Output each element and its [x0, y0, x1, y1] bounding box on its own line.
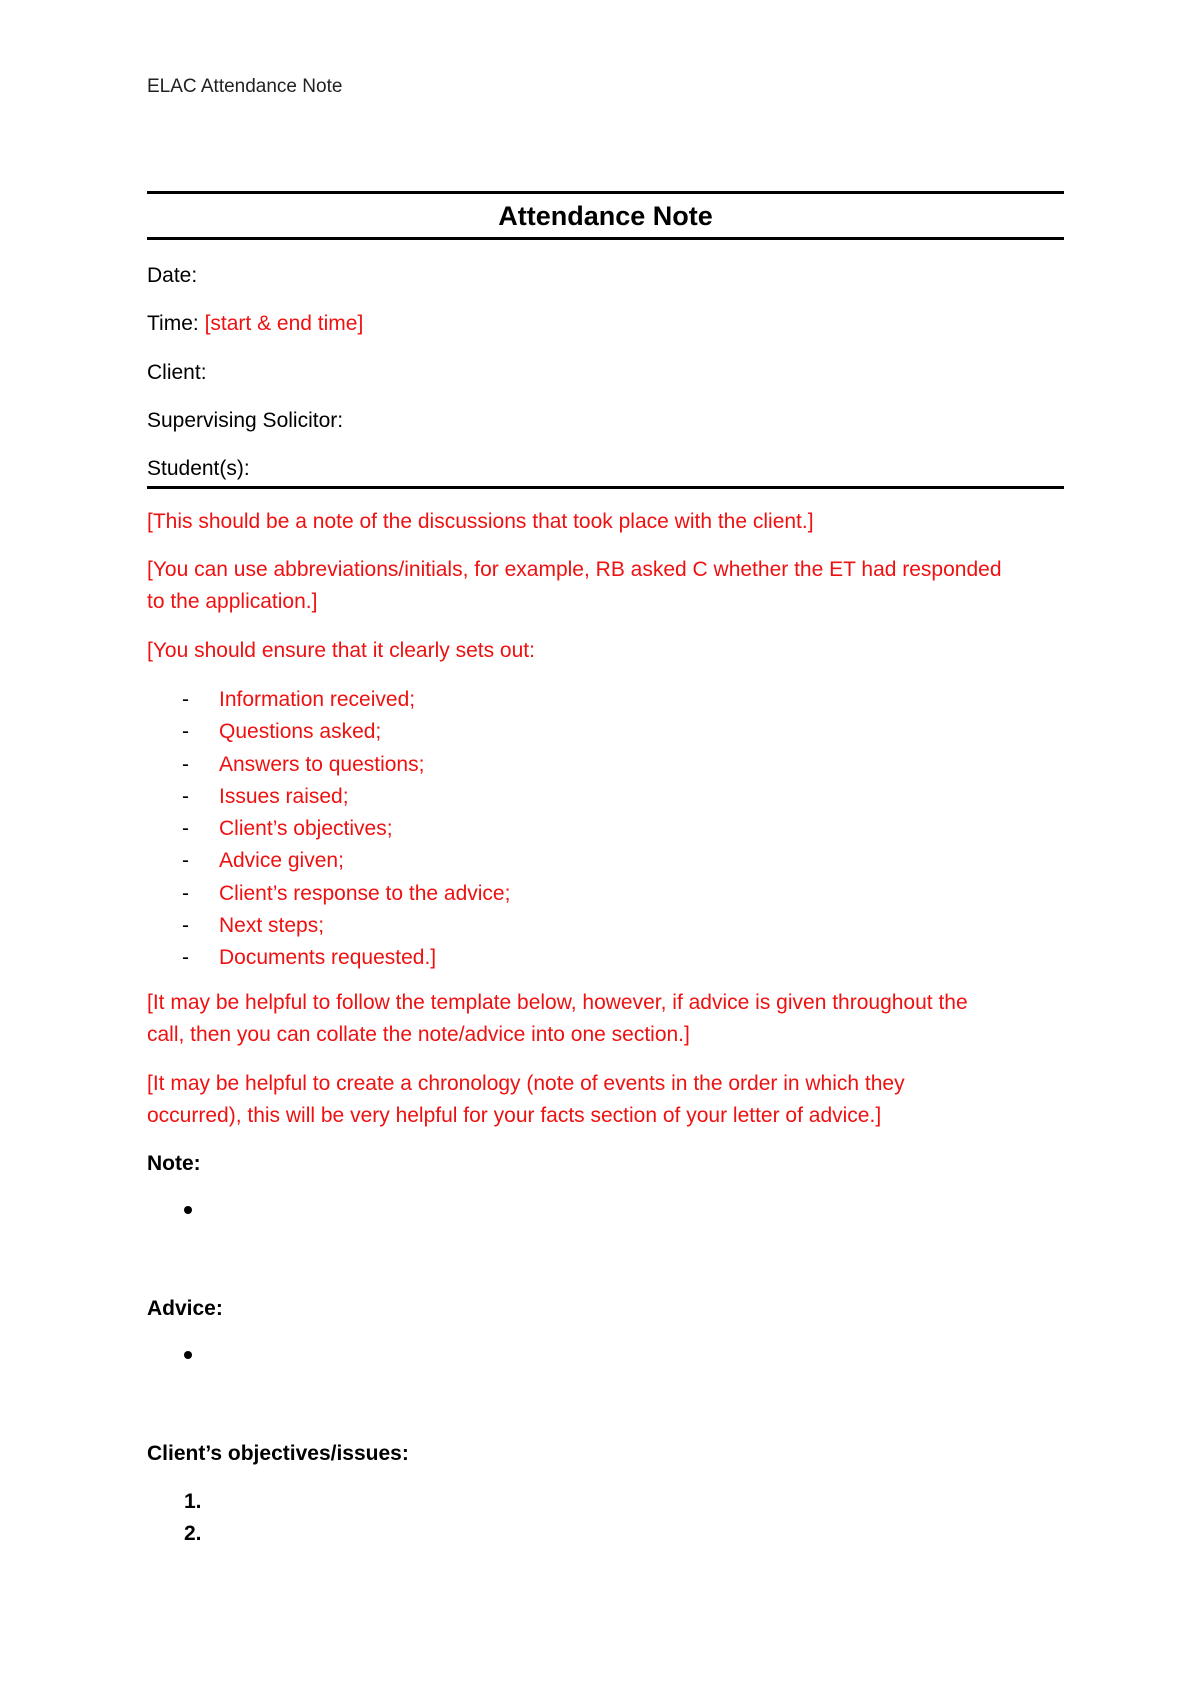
- students-field: [147, 453, 250, 485]
- objective-number-2: 2.: [184, 1522, 202, 1545]
- fields-bottom-rule: [147, 486, 1064, 489]
- dash-marker: -: [182, 688, 189, 711]
- instruction-chronology-line-1: [It may be helpful to create a chronology (note of events in the order in which they: [147, 1072, 905, 1095]
- dash-marker: -: [182, 817, 189, 841]
- dash-marker: -: [182, 946, 189, 970]
- note-bullet-icon: [184, 1206, 192, 1214]
- advice-heading: Advice:: [147, 1297, 223, 1320]
- instruction-chronology-line-2: occurred), this will be very helpful for your facts section of your letter of advice.]: [147, 1104, 882, 1127]
- dash-marker: -: [182, 914, 189, 938]
- document-page: ELAC Attendance Note Attendance Note Date: Time: [start & end time] Client: Supervising Solicitor: Student(s): [This should be a note of the discussions that took place with the client.] [You can use abbreviations/initials, for example, RB asked C whether the ET had responded to the application.] [You should ensure that it clearly sets out: - Information received; - Questions asked; - Answers to questions; - Issues raised; - Client’s objectives; - Advice given; - Client’s response to the advice; - Next steps; - Documents requested.] [It may be helpful to follow the template below, however, if advice is given throughout the call, then you can collate the note/advice into one section.] [It may be helpful to create a chronology (note of events in the order in which they occurred), this will be very helpful for your facts section of your letter of advice.] Note: Advice: Client’s objectives/issues: 1. 2.: [0, 0, 1200, 1698]
- dash-marker: -: [182, 881, 189, 905]
- dash-marker: -: [182, 849, 189, 873]
- instruction-template-line-1: [It may be helpful to follow the template below, however, if advice is given throughout the: [147, 991, 968, 1014]
- time-field: [147, 308, 363, 340]
- instruction-abbreviations-line-1: [You can use abbreviations/initials, for example, RB asked C whether the ET had responded: [147, 558, 1002, 581]
- instruction-chronology: [147, 1068, 1064, 1132]
- dash-marker: -: [182, 720, 189, 744]
- client-field: [147, 357, 207, 389]
- instruction-abbreviations: [147, 554, 1064, 618]
- dash-marker: -: [182, 752, 189, 776]
- objectives-heading: Client’s objectives/issues:: [147, 1442, 409, 1465]
- instruction-template: [147, 987, 1064, 1051]
- client-label: Client:: [147, 361, 207, 384]
- page-header: ELAC Attendance Note: [147, 76, 343, 97]
- solicitor-label: Supervising Solicitor:: [147, 409, 344, 432]
- instruction-template-line-2: call, then you can collate the note/advice into one section.]: [147, 1023, 690, 1046]
- solicitor-field: [147, 405, 343, 437]
- instruction-abbreviations-line-2: to the application.]: [147, 590, 318, 613]
- advice-bullet-icon: [184, 1351, 192, 1359]
- time-placeholder: [start & end time]: [204, 312, 364, 335]
- date-label: Date:: [147, 264, 198, 287]
- students-label: Student(s):: [147, 457, 250, 480]
- objective-number-1: 1.: [184, 1490, 202, 1513]
- instruction-discussions: [This should be a note of the discussions that took place with the client.]: [147, 510, 814, 533]
- instruction-sets-out: [You should ensure that it clearly sets out:: [147, 639, 535, 662]
- note-heading: Note:: [147, 1152, 201, 1175]
- document-title: Attendance Note: [498, 201, 713, 231]
- title-top-rule: [147, 191, 1064, 194]
- time-label: Time:: [147, 312, 199, 335]
- dash-marker: -: [182, 784, 189, 808]
- date-field: [147, 260, 197, 292]
- title-bottom-rule: [147, 237, 1064, 240]
